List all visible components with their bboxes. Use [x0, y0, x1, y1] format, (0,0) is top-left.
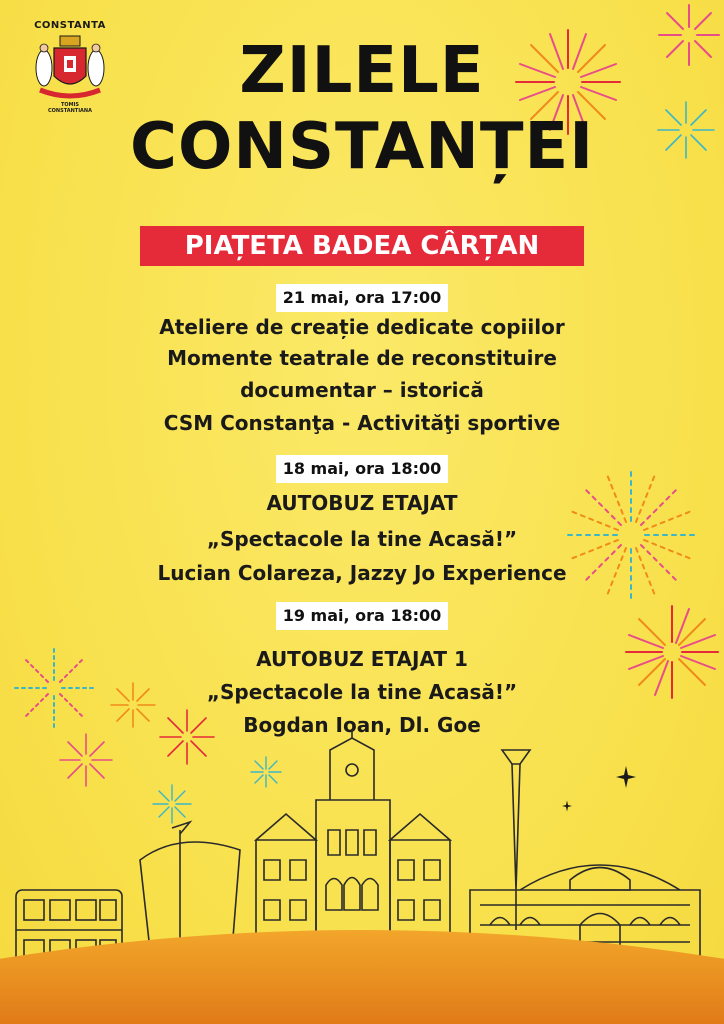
event-line: „Spectacole la tine Acasă!”	[206, 527, 518, 551]
ground-hill	[0, 930, 724, 1024]
event-line: „Spectacole la tine Acasă!”	[206, 680, 518, 704]
event-line: Momente teatrale de reconstituire	[167, 346, 557, 370]
event-line: Lucian Colareza, Jazzy Jo Experience	[157, 561, 567, 585]
crest-top-text: CONSTANTA	[34, 20, 106, 31]
event-date-badge: 21 mai, ora 17:00	[276, 284, 448, 312]
crest-bottom-text: TOMIS	[60, 102, 80, 108]
event-date-badge: 19 mai, ora 18:00	[276, 602, 448, 630]
page-title-line1: ZILELE	[239, 34, 485, 108]
event-line: documentar – istorică	[240, 378, 484, 402]
event-line: AUTOBUZ ETAJAT	[266, 491, 458, 515]
page-title-line2: CONSTANȚEI	[130, 110, 594, 184]
event-date-badge: 18 mai, ora 18:00	[276, 455, 448, 483]
crest-bottom-text-2: CONSTANTIANA	[48, 108, 92, 114]
event-line: AUTOBUZ ETAJAT 1	[256, 647, 468, 671]
event-line: CSM Constanţa - Activităţi sportive	[163, 411, 561, 435]
venue-banner: PIAȚETA BADEA CÂRȚAN	[140, 226, 584, 266]
event-line: Bogdan Ioan, Dl. Goe	[243, 713, 481, 737]
event-line: Ateliere de creație dedicate copiilor	[159, 315, 565, 339]
city-skyline-illustration	[0, 730, 724, 1024]
